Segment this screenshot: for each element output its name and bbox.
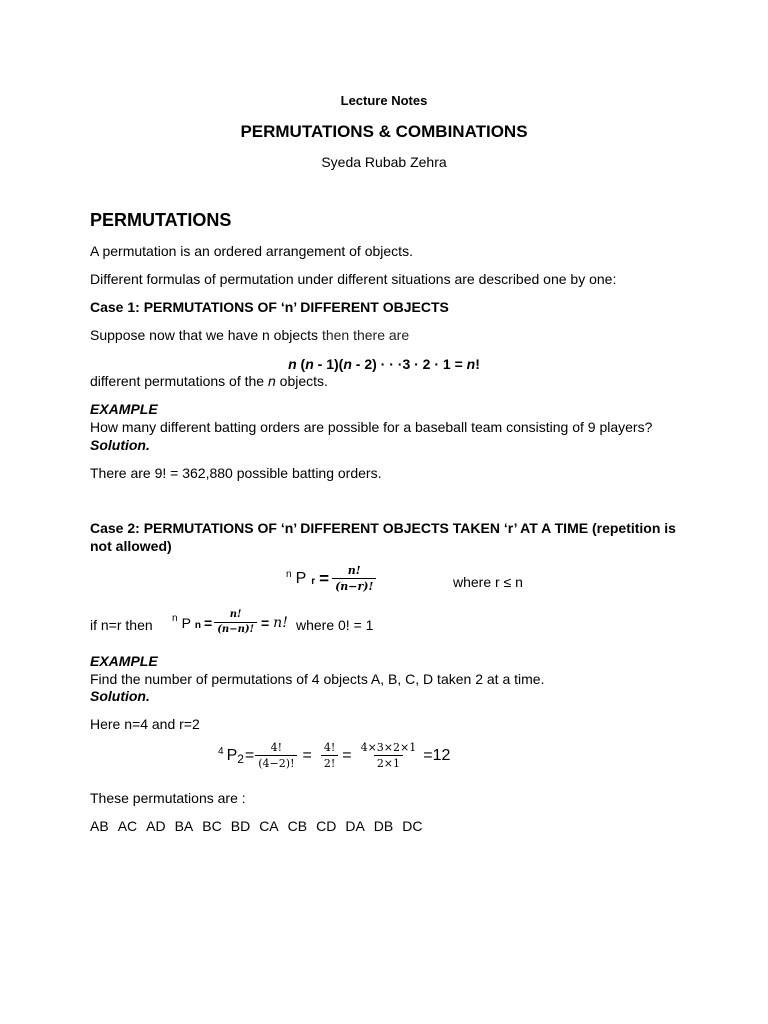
case1-formula [0, 356, 768, 372]
formula-n-4: n [466, 356, 476, 372]
example-fraction-2 [321, 742, 338, 769]
permutation-item: CA [259, 818, 279, 834]
case2-solution-label: Solution. [90, 688, 150, 704]
header-kicker: Lecture Notes [340, 93, 428, 108]
npr-sub: r [311, 576, 316, 587]
example-numerator-2: 4! [323, 741, 336, 754]
npn-sup: n [172, 613, 178, 624]
npn-equals: = [204, 614, 213, 631]
case1-heading: Case 1: PERMUTATIONS OF ‘n’ DIFFERENT OBJECTS [90, 299, 449, 315]
npn-equals-2: = [260, 614, 270, 631]
example-sub: 2 [237, 751, 244, 766]
formula-part-2: - 1)( [313, 356, 344, 372]
formula-n-2: n [305, 356, 314, 372]
case1-intro [90, 327, 409, 343]
permutation-item: AD [146, 818, 166, 834]
case1-example-label: EXAMPLE [90, 401, 158, 417]
intro-text: Different formulas of permutation under different situations are described one by one: [90, 271, 617, 287]
permutation-item: DB [373, 818, 394, 834]
example-numerator-1: 4! [270, 741, 283, 754]
npr-equals: = [319, 568, 330, 588]
npn-formula [172, 610, 288, 635]
npn-lead: if n=r then [90, 617, 153, 633]
permutation-item: AB [90, 818, 109, 834]
example-sup: 4 [218, 746, 224, 757]
npn-fraction [214, 610, 257, 635]
case2-heading-line2: not allowed) [90, 538, 172, 554]
formula-part-1: ( [296, 356, 306, 372]
formula-part-3: - 2) · · ·3 · 2 · 1 = [351, 356, 467, 372]
definition-text: A permutation is an ordered arrangement of objects. [90, 243, 413, 259]
case1-conclusion [90, 373, 328, 389]
case2-example-label: EXAMPLE [90, 653, 158, 669]
npn-p: P [181, 614, 191, 631]
case2-example-text: Find the number of permutations of 4 objects A, B, C, D taken 2 at a time. [90, 671, 545, 687]
permutation-item: DA [345, 818, 365, 834]
npr-fraction [332, 565, 376, 592]
author-name: Syeda Rubab Zehra [321, 154, 447, 170]
npn-result: n! [273, 614, 288, 631]
case2-given: Here n=4 and r=2 [90, 716, 200, 732]
npr-numerator: n! [347, 564, 361, 577]
npr-condition: where r ≤ n [453, 574, 523, 590]
example-denominator-1: (4−2)! [255, 755, 297, 769]
npn-condition: where 0! = 1 [296, 617, 374, 633]
case1-example-text: How many different batting orders are possible for a baseball team consisting of 9 players? [90, 419, 653, 435]
example-formula [218, 742, 450, 769]
example-equals-2: = [302, 746, 312, 764]
npr-denominator: (n−r)! [332, 578, 376, 592]
permutation-item: CD [316, 818, 337, 834]
case1-intro-part-a: Suppose now that we have n objects [90, 327, 322, 343]
example-p: P [226, 746, 238, 764]
permutation-item: BA [174, 818, 194, 834]
formula-n-3: n [343, 356, 352, 372]
example-equals-1: = [244, 746, 255, 764]
example-denominator-2: 2! [321, 755, 338, 769]
example-denominator-3: 2×1 [374, 755, 403, 769]
permutation-list [90, 818, 431, 834]
example-result: =12 [423, 746, 451, 764]
formula-part-4: ! [475, 356, 480, 372]
npn-denominator: (n−n)! [214, 622, 257, 635]
conclusion-part-b: objects. [275, 373, 328, 389]
case1-solution-text: There are 9! = 362,880 possible batting orders. [90, 465, 382, 481]
section-heading: PERMUTATIONS [90, 210, 232, 230]
formula-n-1: n [288, 356, 297, 372]
case2-heading-line1: Case 2: PERMUTATIONS OF ‘n’ DIFFERENT OBJECTS TAKEN ‘r’ AT A TIME (repetition is [90, 520, 676, 536]
npr-p: P [295, 569, 307, 587]
npr-sup: n [286, 569, 292, 580]
conclusion-n: n [267, 373, 276, 389]
permutation-item: BC [202, 818, 222, 834]
permutation-item: DC [402, 818, 423, 834]
example-fraction-1 [255, 742, 297, 769]
document-title: PERMUTATIONS & COMBINATIONS [240, 122, 528, 141]
npn-numerator: n! [229, 609, 242, 620]
permutation-item: AC [117, 818, 138, 834]
permutation-list-label: These permutations are : [90, 790, 246, 806]
conclusion-part-a: different permutations of the [90, 373, 268, 389]
example-equals-3: = [342, 746, 352, 764]
example-fraction-3 [358, 742, 420, 769]
npn-sub: n [194, 620, 202, 631]
permutation-item: CB [287, 818, 308, 834]
permutation-item: BD [230, 818, 251, 834]
example-numerator-3: 4×3×2×1 [360, 741, 417, 754]
npr-formula [286, 565, 376, 592]
case1-solution-label: Solution. [90, 437, 150, 453]
case1-intro-part-b: then there are [321, 327, 410, 343]
